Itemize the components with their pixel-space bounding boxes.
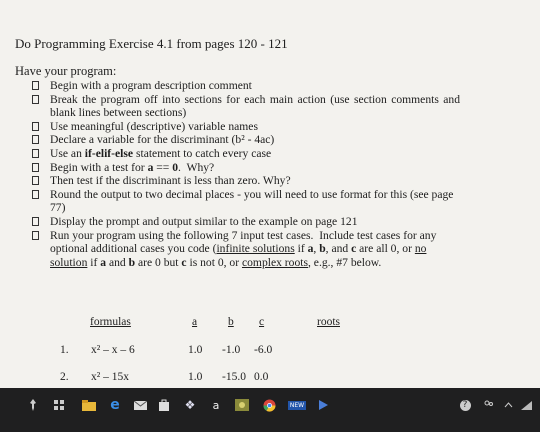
- news-icon[interactable]: [288, 398, 306, 412]
- checkbox-icon: [32, 149, 39, 158]
- header-b: b: [228, 316, 234, 328]
- checklist-item: [30, 147, 460, 161]
- checklist-item-label: Use an if-elif-else statement to catch every case: [50, 146, 272, 160]
- row-formula: x² – 15x: [91, 371, 129, 383]
- row-number: 2.: [60, 371, 69, 383]
- checklist: [30, 79, 460, 269]
- checklist-item: [30, 229, 460, 270]
- news-label: NEW: [289, 401, 305, 409]
- row-formula: x² – x – 6: [91, 344, 135, 356]
- row-number: 1.: [60, 344, 69, 356]
- row-a: 1.0: [188, 344, 203, 356]
- checklist-item: [30, 79, 460, 93]
- app-a-icon[interactable]: [209, 398, 223, 412]
- checkbox-icon: [32, 190, 39, 199]
- header-a: a: [192, 316, 198, 328]
- checklist-item-label: Use meaningful (descriptive) variable names: [50, 119, 258, 133]
- edge-icon[interactable]: e: [110, 397, 120, 413]
- checkbox-icon: [32, 135, 39, 144]
- taskbar: [0, 388, 540, 432]
- checklist-item: [30, 93, 460, 120]
- checklist-item-label: Begin with a program description comment: [50, 79, 252, 92]
- help-label: ?: [460, 400, 471, 411]
- checklist-item: [30, 174, 460, 188]
- photos-icon[interactable]: [234, 398, 250, 412]
- header-formulas: formulas: [90, 316, 131, 328]
- dropbox-icon[interactable]: ❖: [184, 398, 196, 412]
- row-b: -1.0: [222, 344, 241, 356]
- checklist-item: [30, 215, 460, 229]
- checklist-item: [30, 120, 460, 134]
- mail-icon[interactable]: [133, 398, 147, 412]
- people-icon[interactable]: [482, 398, 494, 412]
- app-a-label: a: [212, 398, 220, 412]
- tray-chevron-icon[interactable]: [503, 398, 513, 412]
- pin-icon[interactable]: [28, 398, 38, 412]
- checklist-item: [30, 133, 460, 147]
- checkbox-icon: [32, 81, 39, 90]
- store-icon[interactable]: [157, 398, 171, 412]
- checkbox-icon: [32, 163, 39, 172]
- checklist-item-label: Declare a variable for the discriminant (b² - 4ac): [50, 133, 275, 147]
- checkbox-icon: [32, 95, 39, 104]
- row-a: 1.0: [188, 371, 203, 383]
- checkbox-icon: [32, 122, 39, 131]
- row-c: 0.0: [254, 371, 269, 383]
- chrome-icon[interactable]: [262, 398, 276, 412]
- task-view-icon[interactable]: [52, 398, 66, 412]
- intro-text: Have your program:: [15, 64, 117, 78]
- checklist-item-label: Round the output to two decimal places - you will need to use format for this (see page 77): [50, 187, 454, 215]
- checklist-item-label: Break the program off into sections for each main action (use section comments and blank lines between sections): [50, 92, 460, 120]
- checkbox-icon: [32, 231, 39, 240]
- checklist-item-label: Then test if the discriminant is less than zero. Why?: [50, 174, 291, 188]
- checkbox-icon: [32, 176, 39, 185]
- checklist-item: [30, 161, 460, 175]
- checkbox-icon: [32, 217, 39, 226]
- wifi-icon[interactable]: [520, 398, 532, 412]
- header-c: c: [259, 316, 265, 328]
- row-c: -6.0: [254, 344, 273, 356]
- checklist-item-label: Run your program using the following 7 input test cases. Include test cases for any optional additional cases you code (infinite solutions if a, b, and c are all 0, or no solution if a and b are 0 but c is not 0, or complex roots, e.g., #7 below.: [50, 228, 437, 269]
- arrow-app-icon[interactable]: [316, 398, 330, 412]
- page-title: Do Programming Exercise 4.1 from pages 120 - 121: [15, 36, 288, 51]
- row-b: -15.0: [222, 371, 246, 383]
- file-explorer-icon[interactable]: [82, 398, 96, 412]
- help-icon[interactable]: [459, 398, 471, 412]
- checklist-item: [30, 188, 460, 215]
- header-roots: roots: [317, 316, 340, 328]
- checklist-item-label: Begin with a test for a == 0. Why?: [50, 160, 215, 174]
- checklist-item-label: Display the prompt and output similar to the example on page 121: [50, 214, 358, 228]
